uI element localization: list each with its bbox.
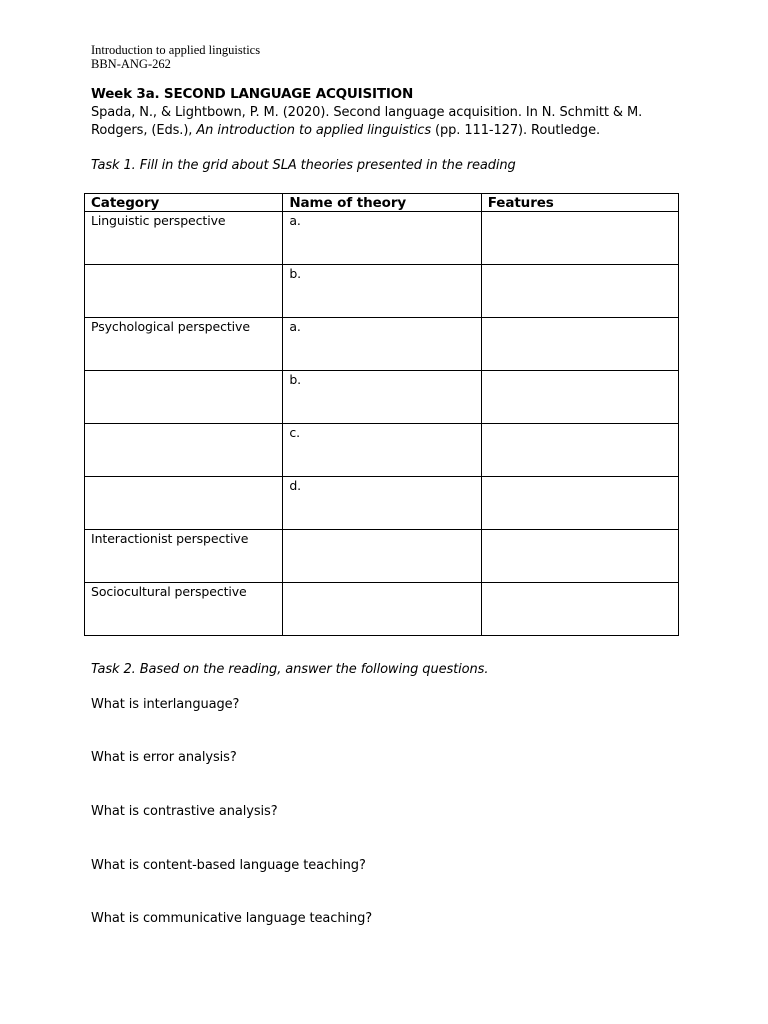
theory-cell[interactable]: c. bbox=[283, 424, 481, 477]
theory-cell[interactable] bbox=[283, 583, 481, 636]
features-cell[interactable] bbox=[481, 583, 678, 636]
question-contrastive-analysis: What is contrastive analysis? bbox=[91, 804, 278, 819]
features-cell[interactable] bbox=[481, 424, 678, 477]
task2-instruction: Task 2. Based on the reading, answer the following questions. bbox=[91, 662, 489, 677]
category-cell: Interactionist perspective bbox=[85, 530, 283, 583]
table-row bbox=[85, 477, 679, 530]
category-cell bbox=[85, 371, 283, 424]
citation-text: Spada, N., & Lightbown, P. M. (2020). Second language acquisition. In N. Schmitt & M. Rodgers, (Eds.), bbox=[91, 105, 643, 138]
header-category: Category bbox=[85, 194, 283, 212]
page-title: Week 3a. SECOND LANGUAGE ACQUISITION bbox=[91, 86, 414, 102]
table-row bbox=[85, 318, 679, 371]
citation bbox=[91, 104, 691, 140]
header-name-of-theory: Name of theory bbox=[283, 194, 481, 212]
table-row bbox=[85, 371, 679, 424]
features-cell[interactable] bbox=[481, 477, 678, 530]
table-row bbox=[85, 265, 679, 318]
course-code: BBN-ANG-262 bbox=[91, 57, 171, 71]
features-cell[interactable] bbox=[481, 530, 678, 583]
table-row bbox=[85, 530, 679, 583]
question-error-analysis: What is error analysis? bbox=[91, 750, 237, 765]
theory-cell[interactable]: b. bbox=[283, 265, 481, 318]
sla-theories-grid bbox=[84, 193, 679, 636]
question-content-based-teaching: What is content-based language teaching? bbox=[91, 858, 366, 873]
citation-text-end: (pp. 111-127). Routledge. bbox=[431, 123, 601, 138]
table-row bbox=[85, 212, 679, 265]
task1-instruction: Task 1. Fill in the grid about SLA theories presented in the reading bbox=[91, 158, 516, 173]
theory-cell[interactable] bbox=[283, 530, 481, 583]
theory-cell[interactable]: b. bbox=[283, 371, 481, 424]
citation-book-title: An introduction to applied linguistics bbox=[196, 123, 431, 138]
features-cell[interactable] bbox=[481, 265, 678, 318]
theory-cell[interactable]: a. bbox=[283, 318, 481, 371]
features-cell[interactable] bbox=[481, 371, 678, 424]
question-interlanguage: What is interlanguage? bbox=[91, 697, 240, 712]
features-cell[interactable] bbox=[481, 212, 678, 265]
category-cell bbox=[85, 424, 283, 477]
header-features: Features bbox=[481, 194, 678, 212]
question-communicative-teaching: What is communicative language teaching? bbox=[91, 911, 373, 926]
table-row bbox=[85, 424, 679, 477]
table-row bbox=[85, 583, 679, 636]
category-cell bbox=[85, 265, 283, 318]
category-cell: Sociocultural perspective bbox=[85, 583, 283, 636]
category-cell bbox=[85, 477, 283, 530]
grid-header-row bbox=[85, 194, 679, 212]
features-cell[interactable] bbox=[481, 318, 678, 371]
category-cell: Psychological perspective bbox=[85, 318, 283, 371]
theory-cell[interactable]: d. bbox=[283, 477, 481, 530]
category-cell: Linguistic perspective bbox=[85, 212, 283, 265]
course-title: Introduction to applied linguistics bbox=[91, 43, 261, 57]
theory-cell[interactable]: a. bbox=[283, 212, 481, 265]
